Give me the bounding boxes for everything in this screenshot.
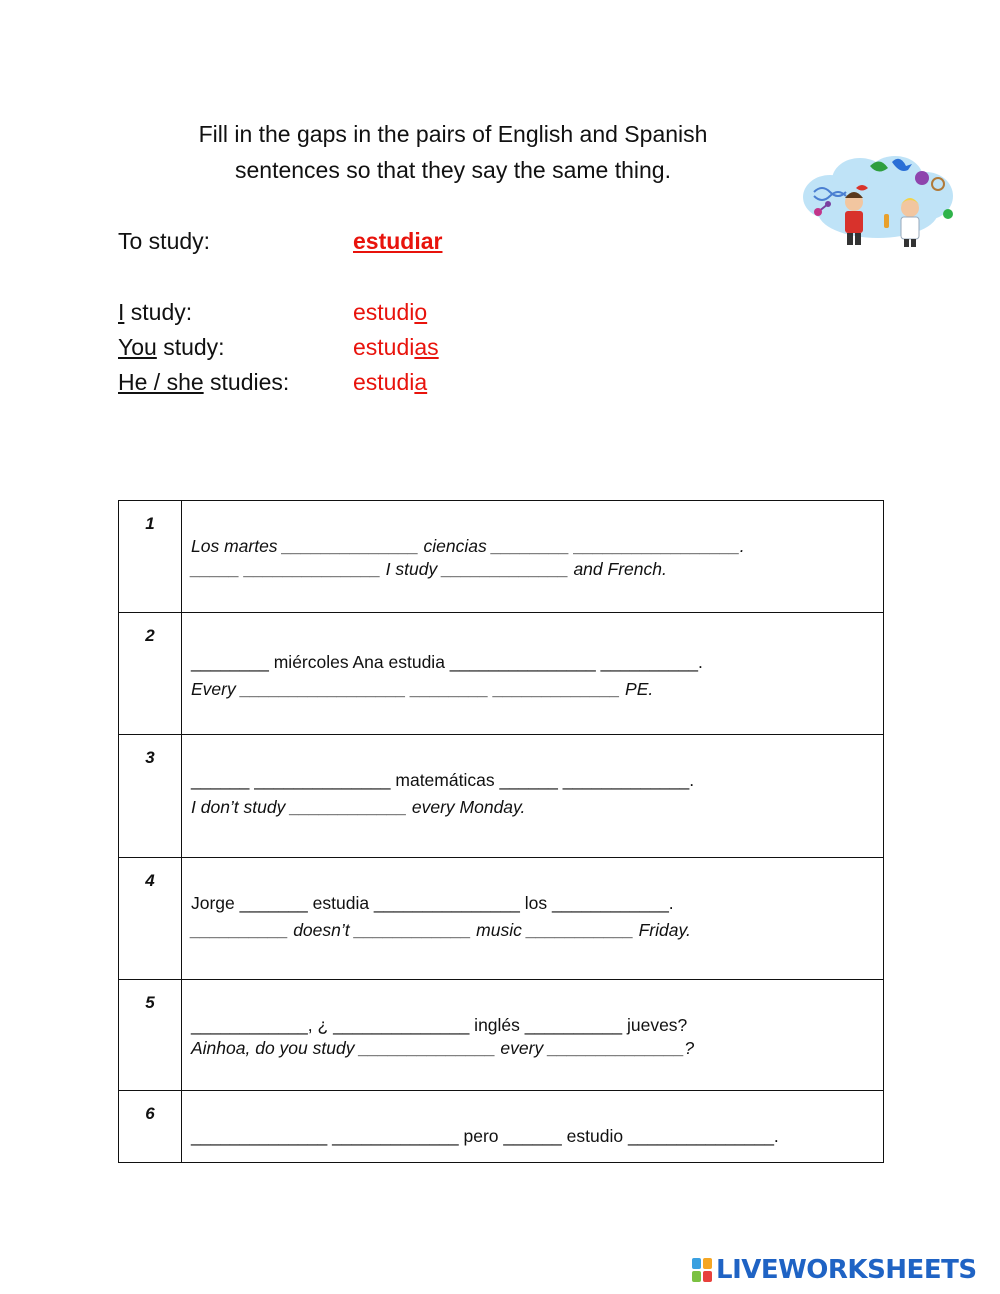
exercise-row [119, 735, 884, 858]
exercise-line-english: Every _________________ ________ _____________ PE. [191, 679, 654, 699]
exercise-line-spanish: ______________ _____________ pero ______ estudio _______________. [191, 1126, 779, 1146]
logo-mark-icon [692, 1258, 712, 1282]
exercise-number: 3 [119, 735, 182, 858]
verb-stem: estudi [353, 334, 415, 360]
conjugation-spanish [353, 367, 427, 397]
exercise-row [119, 613, 884, 735]
exercise-line-spanish: ______ ______________ matemáticas ______ _____________. [191, 770, 695, 790]
verb-stem: estudi [353, 299, 415, 325]
exercise-table [118, 500, 884, 1163]
exercise-line-english: Ainhoa, do you study ______________ every ______________? [191, 1038, 695, 1058]
verb-english: studies: [203, 369, 290, 395]
exercise-content [182, 1091, 884, 1163]
conjugation-spanish [353, 332, 439, 362]
exercise-line-spanish: ____________, ¿ ______________ inglés __________ jueves? [191, 1015, 688, 1035]
infinitive-spanish: estudiar [353, 228, 443, 254]
test-tube-icon [884, 214, 889, 228]
instructions-line-1: Fill in the gaps in the pairs of English and Spanish [198, 121, 708, 147]
verb-ending: o [414, 299, 428, 325]
conjugation-english [118, 332, 225, 362]
flask-icon [943, 209, 953, 219]
pronoun: I [118, 299, 125, 325]
instructions [120, 116, 786, 188]
exercise-number: 2 [119, 613, 182, 735]
verb-stem: estudi [353, 369, 415, 395]
exercise-content [182, 858, 884, 980]
exercise-content [182, 501, 884, 613]
exercise-line-english: _____ ______________ I study _____________ and French. [191, 559, 667, 579]
infinitive-english: To study: [118, 228, 211, 254]
logo-text: LIVEWORKSHEETS [716, 1255, 977, 1285]
exercise-line-english: I don’t study ____________ every Monday. [191, 797, 526, 817]
pronoun: He / she [118, 369, 204, 395]
exercise-content [182, 980, 884, 1091]
liveworksheets-logo [692, 1256, 977, 1284]
planet-icon [915, 171, 929, 185]
exercise-row [119, 501, 884, 613]
exercise-number: 1 [119, 501, 182, 613]
exercise-number: 4 [119, 858, 182, 980]
exercise-line-english: __________ doesn’t ____________ music ___________ Friday. [191, 920, 691, 940]
exercise-number: 6 [119, 1091, 182, 1163]
scientist-girl-icon [900, 198, 920, 247]
pronoun: You [118, 334, 157, 360]
instructions-line-2: sentences so that they say the same thing. [235, 157, 671, 183]
exercise-content [182, 613, 884, 735]
verb-english: study: [156, 334, 225, 360]
conjugation-english [118, 297, 192, 327]
exercise-row [119, 858, 884, 980]
exercise-line-spanish: Los martes ______________ ciencias ________ _________________. [191, 536, 745, 556]
verb-ending: a [414, 369, 428, 395]
scientist-boy-icon [845, 192, 863, 245]
exercise-line-spanish: ________ miércoles Ana estudia _______________ __________. [191, 652, 703, 672]
conjugation-spanish [353, 297, 427, 327]
conjugation-english [118, 367, 289, 397]
exercise-row [119, 980, 884, 1091]
verb-english: study: [124, 299, 193, 325]
verb-ending: as [414, 334, 439, 360]
exercise-number: 5 [119, 980, 182, 1091]
exercise-content [182, 735, 884, 858]
exercise-row [119, 1091, 884, 1163]
science-illustration [800, 152, 956, 252]
exercise-line-spanish: Jorge _______ estudia _______________ los ____________. [191, 893, 674, 913]
